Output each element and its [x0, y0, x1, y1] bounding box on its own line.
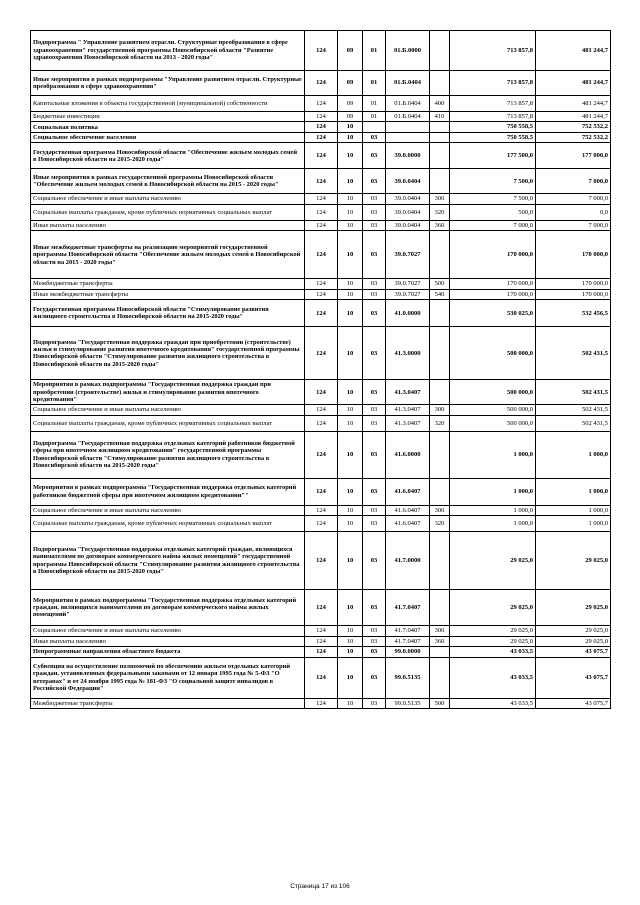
- row-subsection-code: 03: [363, 279, 386, 289]
- row-ved-code: 124: [305, 169, 338, 194]
- row-target-article: [386, 132, 430, 142]
- row-target-article: 39.0.0000: [386, 143, 430, 169]
- table-row: [31, 132, 611, 142]
- row-target-article: 41.7.0407: [386, 590, 430, 626]
- row-section-code: 10: [338, 657, 363, 698]
- row-ved-code: 124: [305, 698, 338, 708]
- row-expense-type: [430, 132, 450, 142]
- row-expense-type: [430, 380, 450, 405]
- row-name: Иные мероприятия в рамках государственной программы Новосибирской области "Обеспечение жильем молодых семей в Новосибирской области на 2015 - 2020 годы": [31, 169, 305, 194]
- table-row: [31, 300, 611, 327]
- row-subsection-code: 03: [363, 505, 386, 515]
- row-amount-year2: 502 431,5: [536, 327, 611, 380]
- table-row: [31, 647, 611, 657]
- row-amount-year2: 43 075,7: [536, 657, 611, 698]
- row-subsection-code: 03: [363, 478, 386, 505]
- row-amount-year1: 713 857,8: [450, 96, 536, 112]
- table-row: [31, 626, 611, 636]
- row-subsection-code: 03: [363, 532, 386, 590]
- row-name: Социальное обеспечение и иные выплаты населению: [31, 626, 305, 636]
- row-subsection-code: 01: [363, 96, 386, 112]
- row-amount-year2: 502 431,5: [536, 415, 611, 431]
- row-name: Подпрограмма "Государственная поддержка отдельных категорий граждан, являющихся нанимателями по договорам коммерческого найма жилых помещений" государственной программы Новосибирской области "Стимулирование развития жилищного строительства в Новосибирской области на 2015-2020 годы": [31, 532, 305, 590]
- row-subsection-code: 01: [363, 31, 386, 71]
- table-row: [31, 516, 611, 532]
- table-row: [31, 112, 611, 122]
- row-target-article: 39.0.0404: [386, 204, 430, 220]
- row-section-code: 09: [338, 96, 363, 112]
- row-section-code: 10: [338, 231, 363, 279]
- row-expense-type: 500: [430, 698, 450, 708]
- row-section-code: 10: [338, 626, 363, 636]
- table-row: [31, 415, 611, 431]
- row-expense-type: [430, 71, 450, 96]
- row-name: Государственная программа Новосибирской области "Стимулирование развития жилищного строительства в Новосибирской области на 2015-2020 годы": [31, 300, 305, 327]
- row-subsection-code: 03: [363, 300, 386, 327]
- row-ved-code: 124: [305, 505, 338, 515]
- row-name: Иные межбюджетные трансферты: [31, 289, 305, 299]
- row-section-code: 09: [338, 71, 363, 96]
- page-number: Страница 17 из 106: [290, 883, 350, 890]
- row-ved-code: 124: [305, 71, 338, 96]
- row-amount-year1: 500 000,0: [450, 380, 536, 405]
- row-subsection-code: 03: [363, 647, 386, 657]
- budget-table: [30, 30, 611, 709]
- row-subsection-code: 03: [363, 194, 386, 204]
- row-ved-code: 124: [305, 96, 338, 112]
- row-amount-year2: 1 000,0: [536, 505, 611, 515]
- row-ved-code: 124: [305, 112, 338, 122]
- row-amount-year1: 29 025,0: [450, 532, 536, 590]
- row-subsection-code: 03: [363, 204, 386, 220]
- row-name: Социальная политика: [31, 122, 305, 132]
- row-ved-code: 124: [305, 657, 338, 698]
- row-expense-type: 320: [430, 516, 450, 532]
- row-amount-year1: 7 500,0: [450, 194, 536, 204]
- row-section-code: 10: [338, 380, 363, 405]
- row-name: Мероприятия в рамках подпрограммы "Государственная поддержка граждан при приобретении (строительстве) жилья и стимулирование развития ипотечного кредитования": [31, 380, 305, 405]
- row-amount-year1: 750 558,5: [450, 122, 536, 132]
- row-amount-year1: 43 033,5: [450, 647, 536, 657]
- row-amount-year2: 29 025,0: [536, 626, 611, 636]
- row-section-code: 10: [338, 169, 363, 194]
- row-ved-code: 124: [305, 405, 338, 415]
- row-expense-type: 360: [430, 636, 450, 646]
- row-subsection-code: 03: [363, 143, 386, 169]
- row-ved-code: 124: [305, 647, 338, 657]
- row-amount-year1: 29 025,0: [450, 626, 536, 636]
- row-amount-year1: 500 000,0: [450, 405, 536, 415]
- row-amount-year2: 43 075,7: [536, 647, 611, 657]
- row-amount-year1: 1 000,0: [450, 478, 536, 505]
- row-ved-code: 124: [305, 143, 338, 169]
- row-amount-year2: 752 532,2: [536, 132, 611, 142]
- row-section-code: 10: [338, 300, 363, 327]
- row-expense-type: 320: [430, 415, 450, 431]
- row-amount-year2: 1 000,0: [536, 478, 611, 505]
- row-amount-year1: 500,0: [450, 204, 536, 220]
- row-name: Подпрограмма "Государственная поддержка отдельных категорий работников бюджетной сферы при ипотечном жилищном кредитовании" государственной программы Новосибирской области "Стимулирование развития жилищного строительства в Новосибирской области на 2015-2020 годы": [31, 431, 305, 478]
- table-row: [31, 143, 611, 169]
- row-name: Капитальные вложения в объекты государственной (муниципальной) собственности: [31, 96, 305, 112]
- row-expense-type: 320: [430, 204, 450, 220]
- row-amount-year2: 1 000,0: [536, 516, 611, 532]
- row-amount-year1: 29 025,0: [450, 636, 536, 646]
- row-amount-year1: 530 025,0: [450, 300, 536, 327]
- row-name: Подпрограмма " Управление развитием отрасли. Структурные преобразования в сфере здравоохранения" государственной программы Новосибирской области "Развитие здравоохранения Новосибирской области на 2013 - 2020 годы": [31, 31, 305, 71]
- row-name: Социальные выплаты гражданам, кроме публичных нормативных социальных выплат: [31, 415, 305, 431]
- row-target-article: 41.7.0407: [386, 636, 430, 646]
- row-target-article: [386, 122, 430, 132]
- table-row: [31, 657, 611, 698]
- row-subsection-code: 03: [363, 431, 386, 478]
- row-amount-year2: 170 000,0: [536, 289, 611, 299]
- row-target-article: 99.0.5135: [386, 657, 430, 698]
- row-amount-year2: 752 532,2: [536, 122, 611, 132]
- row-amount-year2: 481 244,7: [536, 112, 611, 122]
- row-ved-code: 124: [305, 415, 338, 431]
- row-ved-code: 124: [305, 204, 338, 220]
- row-expense-type: 410: [430, 112, 450, 122]
- row-target-article: 41.6.0407: [386, 478, 430, 505]
- row-name: Непрограммные направления областного бюджета: [31, 647, 305, 657]
- table-row: [31, 405, 611, 415]
- row-amount-year1: 43 033,5: [450, 657, 536, 698]
- row-target-article: 01.Б.0404: [386, 96, 430, 112]
- row-ved-code: 124: [305, 327, 338, 380]
- row-subsection-code: 03: [363, 327, 386, 380]
- row-expense-type: [430, 327, 450, 380]
- row-ved-code: 124: [305, 380, 338, 405]
- row-target-article: 39.0.0404: [386, 194, 430, 204]
- row-name: Межбюджетные трансферты: [31, 698, 305, 708]
- row-name: Социальное обеспечение и иные выплаты населению: [31, 194, 305, 204]
- row-subsection-code: 03: [363, 405, 386, 415]
- row-name: Государственная программа Новосибирской области "Обеспечение жильем молодых семей в Новосибирской области на 2015-2020 годы": [31, 143, 305, 169]
- row-expense-type: [430, 647, 450, 657]
- row-section-code: 10: [338, 636, 363, 646]
- row-name: Социальное обеспечение и иные выплаты населению: [31, 505, 305, 515]
- row-amount-year2: 29 025,0: [536, 636, 611, 646]
- row-ved-code: 124: [305, 590, 338, 626]
- row-section-code: 10: [338, 532, 363, 590]
- row-section-code: 10: [338, 220, 363, 230]
- row-subsection-code: 03: [363, 231, 386, 279]
- table-row: [31, 231, 611, 279]
- row-section-code: 10: [338, 327, 363, 380]
- row-subsection-code: 03: [363, 626, 386, 636]
- row-amount-year1: 713 857,8: [450, 31, 536, 71]
- row-amount-year2: 1 000,0: [536, 431, 611, 478]
- row-ved-code: 124: [305, 132, 338, 142]
- row-expense-type: 300: [430, 194, 450, 204]
- table-row: [31, 380, 611, 405]
- row-ved-code: 124: [305, 636, 338, 646]
- row-section-code: 10: [338, 478, 363, 505]
- row-name: Подпрограмма "Государственная поддержка граждан при приобретении (строительстве) жилья и стимулирование развития ипотечного кредитования" государственной программы Новосибирской области "Стимулирование развития жилищного строительства в Новосибирской области на 2015-2020 годы": [31, 327, 305, 380]
- table-row: [31, 31, 611, 71]
- row-section-code: 10: [338, 132, 363, 142]
- row-target-article: 39.0.7027: [386, 231, 430, 279]
- row-section-code: 09: [338, 112, 363, 122]
- row-subsection-code: 03: [363, 636, 386, 646]
- row-target-article: 41.7.0407: [386, 626, 430, 636]
- row-expense-type: [430, 143, 450, 169]
- row-name: Бюджетные инвестиции: [31, 112, 305, 122]
- row-ved-code: 124: [305, 194, 338, 204]
- row-target-article: 41.6.0407: [386, 505, 430, 515]
- row-section-code: 10: [338, 590, 363, 626]
- row-name: Иные мероприятия в рамках подпрограммы "Управление развитием отрасли. Структурные преобразования в сфере здравоохранения": [31, 71, 305, 96]
- row-target-article: 99.0.0000: [386, 647, 430, 657]
- table-row: [31, 220, 611, 230]
- row-section-code: 10: [338, 194, 363, 204]
- row-target-article: 41.0.0000: [386, 300, 430, 327]
- row-expense-type: 400: [430, 96, 450, 112]
- row-name: Мероприятия в рамках подпрограммы "Государственная поддержка отдельных категорий граждан, являющихся нанимателями по договорам коммерческого найма жилых помещений": [31, 590, 305, 626]
- row-section-code: 10: [338, 516, 363, 532]
- row-amount-year2: 170 000,0: [536, 231, 611, 279]
- row-section-code: 10: [338, 698, 363, 708]
- table-row: [31, 505, 611, 515]
- row-target-article: 01.Б.0404: [386, 71, 430, 96]
- row-target-article: 39.0.0404: [386, 220, 430, 230]
- row-amount-year2: 7 000,0: [536, 194, 611, 204]
- row-amount-year2: 43 075,7: [536, 698, 611, 708]
- row-section-code: 09: [338, 31, 363, 71]
- row-amount-year2: 502 431,5: [536, 405, 611, 415]
- row-amount-year1: 7 500,0: [450, 169, 536, 194]
- row-name: Субвенция на осуществление полномочий по обеспечению жильем отдельных категорий граждан, установленных федеральными законами от 12 января 1995 года № 5-ФЗ "О ветеранах" и от 24 ноября 1995 года № 181-ФЗ "О социальной защите инвалидов в Российской Федерации": [31, 657, 305, 698]
- row-amount-year2: 502 431,5: [536, 380, 611, 405]
- row-amount-year2: 7 000,0: [536, 169, 611, 194]
- row-amount-year2: 532 456,5: [536, 300, 611, 327]
- row-expense-type: [430, 300, 450, 327]
- row-amount-year2: 29 025,0: [536, 590, 611, 626]
- row-subsection-code: 01: [363, 71, 386, 96]
- row-amount-year1: 1 000,0: [450, 516, 536, 532]
- table-row: [31, 169, 611, 194]
- table-row: [31, 96, 611, 112]
- row-name: Мероприятия в рамках подпрограммы "Государственная поддержка отдельных категорий работников бюджетной сферы при ипотечном жилищном кредитовании"": [31, 478, 305, 505]
- row-expense-type: 360: [430, 220, 450, 230]
- row-name: Иные межбюджетные трансферты на реализацию мероприятий государственной программы Новосибирской области "Обеспечение жильем молодых семей в Новосибирской области на 2015 - 2020 годы": [31, 231, 305, 279]
- row-expense-type: 300: [430, 626, 450, 636]
- row-amount-year2: 481 244,7: [536, 96, 611, 112]
- row-name: Межбюджетные трансферты: [31, 279, 305, 289]
- row-name: Социальные выплаты гражданам, кроме публичных нормативных социальных выплат: [31, 516, 305, 532]
- table-row: [31, 122, 611, 132]
- row-ved-code: 124: [305, 300, 338, 327]
- row-subsection-code: 03: [363, 415, 386, 431]
- row-expense-type: 500: [430, 279, 450, 289]
- row-ved-code: 124: [305, 31, 338, 71]
- table-row: [31, 204, 611, 220]
- row-amount-year2: 177 000,0: [536, 143, 611, 169]
- row-expense-type: [430, 431, 450, 478]
- row-subsection-code: 03: [363, 132, 386, 142]
- row-section-code: 10: [338, 505, 363, 515]
- row-section-code: 10: [338, 204, 363, 220]
- row-target-article: 41.6.0407: [386, 516, 430, 532]
- row-expense-type: [430, 590, 450, 626]
- row-amount-year1: 713 857,8: [450, 112, 536, 122]
- row-subsection-code: 03: [363, 698, 386, 708]
- row-amount-year1: 750 558,5: [450, 132, 536, 142]
- row-expense-type: [430, 231, 450, 279]
- row-subsection-code: 03: [363, 220, 386, 230]
- row-section-code: 10: [338, 279, 363, 289]
- row-amount-year1: 170 000,0: [450, 279, 536, 289]
- row-amount-year1: 713 857,8: [450, 71, 536, 96]
- row-target-article: 41.3.0407: [386, 380, 430, 405]
- row-name: Иные выплаты населению: [31, 220, 305, 230]
- row-section-code: 10: [338, 143, 363, 169]
- row-amount-year1: 170 000,0: [450, 231, 536, 279]
- row-section-code: 10: [338, 647, 363, 657]
- row-target-article: 01.Б.0000: [386, 31, 430, 71]
- row-expense-type: [430, 122, 450, 132]
- row-target-article: 41.3.0407: [386, 415, 430, 431]
- row-subsection-code: 03: [363, 590, 386, 626]
- table-row: [31, 532, 611, 590]
- row-target-article: 41.3.0000: [386, 327, 430, 380]
- row-ved-code: 124: [305, 289, 338, 299]
- row-ved-code: 124: [305, 516, 338, 532]
- row-expense-type: 300: [430, 405, 450, 415]
- row-ved-code: 124: [305, 532, 338, 590]
- row-expense-type: [430, 169, 450, 194]
- row-amount-year2: 481 244,7: [536, 31, 611, 71]
- row-amount-year1: 500 000,0: [450, 327, 536, 380]
- row-subsection-code: 03: [363, 380, 386, 405]
- row-expense-type: [430, 532, 450, 590]
- row-amount-year1: 177 500,0: [450, 143, 536, 169]
- row-target-article: 01.Б.0404: [386, 112, 430, 122]
- row-target-article: 41.7.0000: [386, 532, 430, 590]
- row-amount-year2: 29 025,0: [536, 532, 611, 590]
- row-expense-type: [430, 657, 450, 698]
- row-expense-type: [430, 31, 450, 71]
- table-row: [31, 431, 611, 478]
- row-subsection-code: [363, 122, 386, 132]
- row-amount-year2: 170 000,0: [536, 279, 611, 289]
- table-row: [31, 636, 611, 646]
- row-amount-year1: 1 000,0: [450, 505, 536, 515]
- row-amount-year1: 1 000,0: [450, 431, 536, 478]
- row-expense-type: 300: [430, 505, 450, 515]
- row-target-article: 39.0.7027: [386, 289, 430, 299]
- row-subsection-code: 03: [363, 169, 386, 194]
- row-ved-code: 124: [305, 431, 338, 478]
- table-row: [31, 289, 611, 299]
- row-ved-code: 124: [305, 220, 338, 230]
- table-row: [31, 71, 611, 96]
- row-target-article: 41.6.0000: [386, 431, 430, 478]
- row-target-article: 99.0.5135: [386, 698, 430, 708]
- row-name: Социальные выплаты гражданам, кроме публичных нормативных социальных выплат: [31, 204, 305, 220]
- row-name: Иные выплаты населению: [31, 636, 305, 646]
- row-amount-year1: 7 000,0: [450, 220, 536, 230]
- row-amount-year1: 500 000,0: [450, 415, 536, 431]
- row-subsection-code: 01: [363, 112, 386, 122]
- table-body: [31, 31, 611, 709]
- row-section-code: 10: [338, 122, 363, 132]
- row-amount-year1: 29 025,0: [450, 590, 536, 626]
- row-amount-year1: 170 000,0: [450, 289, 536, 299]
- row-amount-year1: 43 033,5: [450, 698, 536, 708]
- row-expense-type: [430, 478, 450, 505]
- row-ved-code: 124: [305, 231, 338, 279]
- row-target-article: 39.0.0404: [386, 169, 430, 194]
- table-row: [31, 590, 611, 626]
- row-subsection-code: 03: [363, 516, 386, 532]
- table-row: [31, 698, 611, 708]
- row-amount-year2: 0,0: [536, 204, 611, 220]
- row-section-code: 10: [338, 289, 363, 299]
- row-ved-code: 124: [305, 626, 338, 636]
- row-section-code: 10: [338, 415, 363, 431]
- table-row: [31, 279, 611, 289]
- row-amount-year2: 481 244,7: [536, 71, 611, 96]
- row-section-code: 10: [338, 405, 363, 415]
- row-target-article: 41.3.0407: [386, 405, 430, 415]
- table-row: [31, 327, 611, 380]
- row-expense-type: 540: [430, 289, 450, 299]
- table-row: [31, 194, 611, 204]
- row-ved-code: 124: [305, 122, 338, 132]
- row-name: Социальное обеспечение и иные выплаты населению: [31, 405, 305, 415]
- row-ved-code: 124: [305, 478, 338, 505]
- row-amount-year2: 7 000,0: [536, 220, 611, 230]
- row-name: Социальное обеспечение населения: [31, 132, 305, 142]
- row-ved-code: 124: [305, 279, 338, 289]
- row-target-article: 39.0.7027: [386, 279, 430, 289]
- row-subsection-code: 03: [363, 657, 386, 698]
- table-row: [31, 478, 611, 505]
- row-subsection-code: 03: [363, 289, 386, 299]
- row-section-code: 10: [338, 431, 363, 478]
